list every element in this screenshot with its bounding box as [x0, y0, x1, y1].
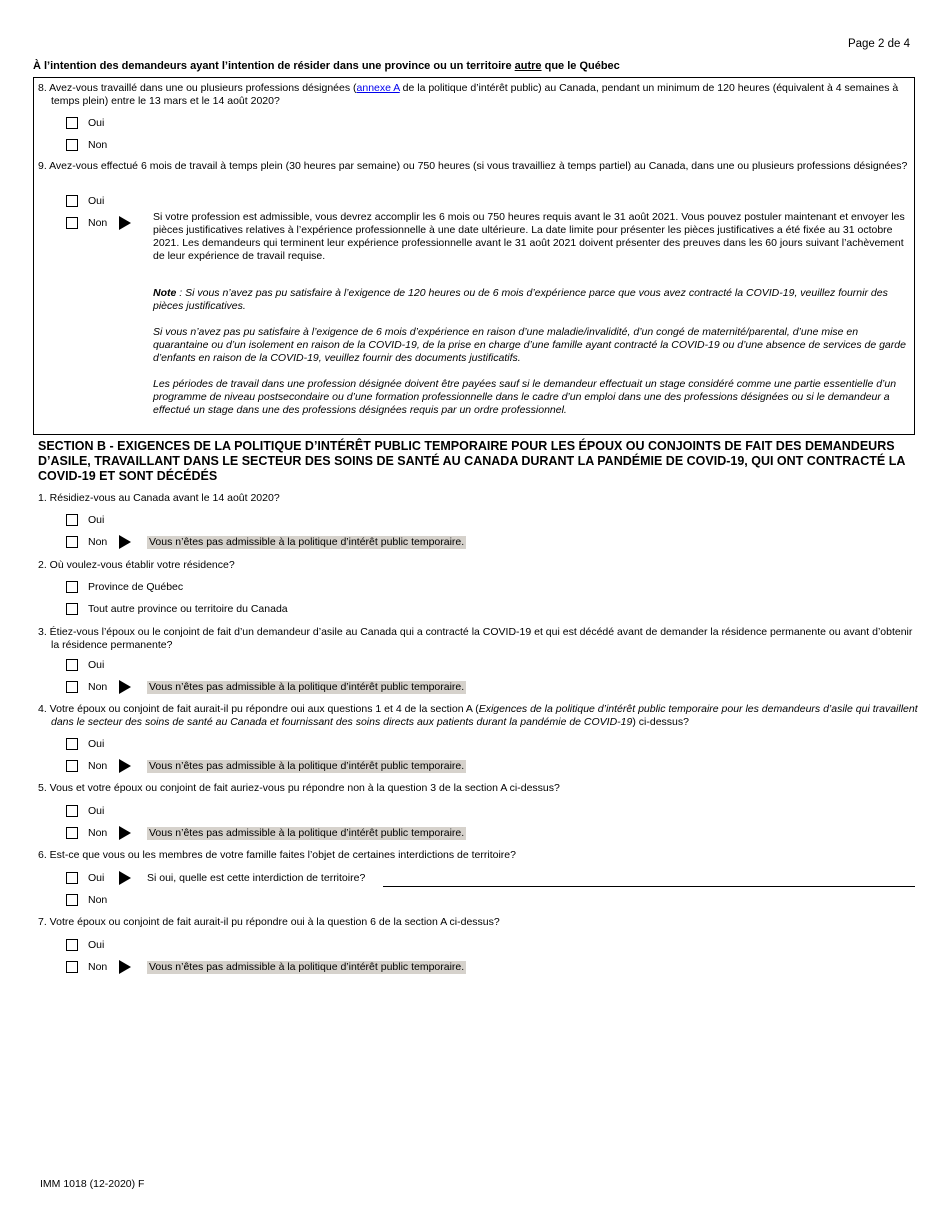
b-question-3: 3. Étiez-vous l’époux ou le conjoint de fait d’un demandeur d’asile au Canada qui a contracté la COVID-19 et qui est décédé avant de demander la résidence permanente ou avant d’obtenir la résidence permanente?	[38, 626, 913, 651]
q9-info-text: Si votre profession est admissible, vous devrez accomplir les 6 mois ou 750 heures requis avant le 31 août 2021. Vous pouvez postuler maintenant et envoyer les pièces justificatives relatives à l’expérience professionnelle à une date ultérieure. La date limite pour présenter les pièces justificatives a été fixée au 31 octobre 2021. Les demandeurs qui terminent leur expérience professionnelle avant le 31 août 2021 doivent présenter des preuves dans les 60 jours suivant l’achèvement de leur expérience de travail requise.	[153, 211, 905, 262]
section-b-title: SECTION B - EXIGENCES DE LA POLITIQUE D’INTÉRÊT PUBLIC TEMPORAIRE POUR LES ÉPOUX OU CONJOINTS DE FAIT DES DEMANDEURS D’ASILE, TRAVAILLANT DANS LE SECTEUR DES SOINS DE SANTÉ AU CANADA DURANT LA PANDÉMIE DE COVID-19, QUI ONT CONTRACTÉ LA COVID-19 ET SONT DÉCÉDÉS	[38, 439, 905, 483]
checkbox[interactable]	[66, 738, 78, 750]
q9-info-text-3: Les périodes de travail dans une profession désignée doivent être payées sauf si le demandeur effectuait un stage considéré comme une partie essentielle d’un programme de niveau postsecondaire ou d’une formation professionnelle dans le cadre d’un emploi dans une des professions désignées ou si le demandeur a effectué un stage dans une des professions désignées requis par un ordre professionnel.	[153, 378, 897, 416]
b6-non-option[interactable]: Non	[66, 893, 116, 907]
checkbox[interactable]	[66, 681, 78, 693]
checkbox[interactable]	[66, 603, 78, 615]
checkbox[interactable]	[66, 894, 78, 906]
checkbox[interactable]	[66, 117, 78, 129]
arrow-right-icon	[119, 871, 131, 885]
arrow-right-icon	[119, 826, 131, 840]
b-question-7: 7. Votre époux ou conjoint de fait aurait-il pu répondre oui à la question 6 de la section A ci-dessus?	[38, 916, 500, 928]
arrow-right-icon	[119, 960, 131, 974]
q9-note: Note : Si vous n’avez pas pu satisfaire à l’exigence de 120 heures ou de 6 mois d’expérience parce que vous avez contracté la COVID-19, veuillez fournir des pièces justificatives.	[153, 287, 888, 312]
b1-oui-option[interactable]: Oui	[66, 513, 116, 527]
b2-quebec-option[interactable]: Province de Québec	[66, 580, 183, 594]
b7-non-option[interactable]: Non Vous n’êtes pas admissible à la politique d’intérêt public temporaire.	[66, 960, 466, 974]
q8-non-option[interactable]: Non	[66, 138, 116, 152]
q9-non-option[interactable]: Non	[66, 216, 147, 230]
b6-oui-option[interactable]: Oui Si oui, quelle est cette interdiction de territoire?	[66, 871, 365, 885]
b6-answer-field[interactable]	[383, 886, 915, 887]
ineligible-notice: Vous n’êtes pas admissible à la politique d’intérêt public temporaire.	[149, 826, 465, 839]
b3-oui-option[interactable]: Oui	[66, 658, 116, 672]
arrow-right-icon	[119, 680, 131, 694]
question-8: 8. Avez-vous travaillé dans une ou plusieurs professions désignées (annexe A de la politique d’intérêt public) au Canada, pendant un minimum de 120 heures (équivalent à 4 semaines à temps plein) entre le 13 mars et le 14 août 2020?	[38, 82, 899, 107]
b5-non-option[interactable]: Non Vous n’êtes pas admissible à la politique d’intérêt public temporaire.	[66, 826, 466, 840]
b6-prompt: Si oui, quelle est cette interdiction de territoire?	[147, 872, 366, 884]
form-footer: IMM 1018 (12-2020) F	[40, 1178, 145, 1190]
arrow-right-icon	[119, 759, 131, 773]
b5-oui-option[interactable]: Oui	[66, 804, 116, 818]
checkbox[interactable]	[66, 760, 78, 772]
page-number: Page 2 de 4	[847, 38, 910, 50]
checkbox[interactable]	[66, 961, 78, 973]
b3-non-option[interactable]: Non Vous n’êtes pas admissible à la politique d’intérêt public temporaire.	[66, 680, 466, 694]
ineligible-notice: Vous n’êtes pas admissible à la politique d’intérêt public temporaire.	[149, 759, 465, 772]
checkbox[interactable]	[66, 217, 78, 229]
b2-other-option[interactable]: Tout autre province ou territoire du Canada	[66, 602, 288, 616]
question-9: 9. Avez-vous effectué 6 mois de travail à temps plein (30 heures par semaine) ou 750 heures (si vous travailliez à temps partiel) au Canada, dans une ou plusieurs professions désignées?	[38, 160, 908, 172]
q9-info-text-2: Si vous n’avez pas pu satisfaire à l’exigence de 6 mois d’expérience en raison d’une maladie/invalidité, d’un congé de maternité/parental, d’une mise en quarantaine ou d’un isolement en raison de la COVID-19, de la prise en charge d’une famille ayant contracté la COVID-19 ou d’une absence de services de garde d’enfants en raison de la COVID-19, veuillez fournir des documents justificatifs.	[153, 326, 906, 364]
checkbox[interactable]	[66, 581, 78, 593]
ineligible-notice: Vous n’êtes pas admissible à la politique d’intérêt public temporaire.	[149, 535, 465, 548]
arrow-right-icon	[119, 535, 131, 549]
b4-oui-option[interactable]: Oui	[66, 737, 116, 751]
checkbox[interactable]	[66, 805, 78, 817]
b-question-2: 2. Où voulez-vous établir votre résidence?	[38, 559, 235, 571]
annex-a-link[interactable]: annexe A	[356, 82, 400, 94]
b7-oui-option[interactable]: Oui	[66, 938, 116, 952]
checkbox[interactable]	[66, 536, 78, 548]
b4-non-option[interactable]: Non Vous n’êtes pas admissible à la politique d’intérêt public temporaire.	[66, 759, 466, 773]
b-question-1: 1. Résidiez-vous au Canada avant le 14 août 2020?	[38, 492, 280, 504]
ineligible-notice: Vous n’êtes pas admissible à la politique d’intérêt public temporaire.	[149, 680, 465, 693]
checkbox[interactable]	[66, 827, 78, 839]
ineligible-notice: Vous n’êtes pas admissible à la politique d’intérêt public temporaire.	[149, 960, 465, 973]
b-question-4: 4. Votre époux ou conjoint de fait aurait-il pu répondre oui aux questions 1 et 4 de la section A (Exigences de la politique d’intérêt public temporaire pour les demandeurs d’asile qui travaillent dans le secteur des soins de santé au Canada et fournissant des soins directs aux patients durant la pandémie de COVID-19) ci-dessus?	[38, 703, 918, 728]
b-question-6: 6. Est-ce que vous ou les membres de votre famille faites l’objet de certaines interdictions de territoire?	[38, 849, 516, 861]
b-question-5: 5. Vous et votre époux ou conjoint de fait auriez-vous pu répondre non à la question 3 de la section A ci-dessus?	[38, 782, 560, 794]
checkbox[interactable]	[66, 139, 78, 151]
checkbox[interactable]	[66, 872, 78, 884]
q8-oui-option[interactable]: Oui	[66, 116, 116, 130]
q9-oui-option[interactable]: Oui	[66, 194, 116, 208]
b1-non-option[interactable]: Non Vous n’êtes pas admissible à la politique d’intérêt public temporaire.	[66, 535, 466, 549]
intro-heading: À l’intention des demandeurs ayant l’intention de résider dans une province ou un territoire autre que le Québec	[33, 60, 620, 72]
checkbox[interactable]	[66, 195, 78, 207]
checkbox[interactable]	[66, 659, 78, 671]
checkbox[interactable]	[66, 514, 78, 526]
arrow-right-icon	[119, 216, 131, 230]
checkbox[interactable]	[66, 939, 78, 951]
